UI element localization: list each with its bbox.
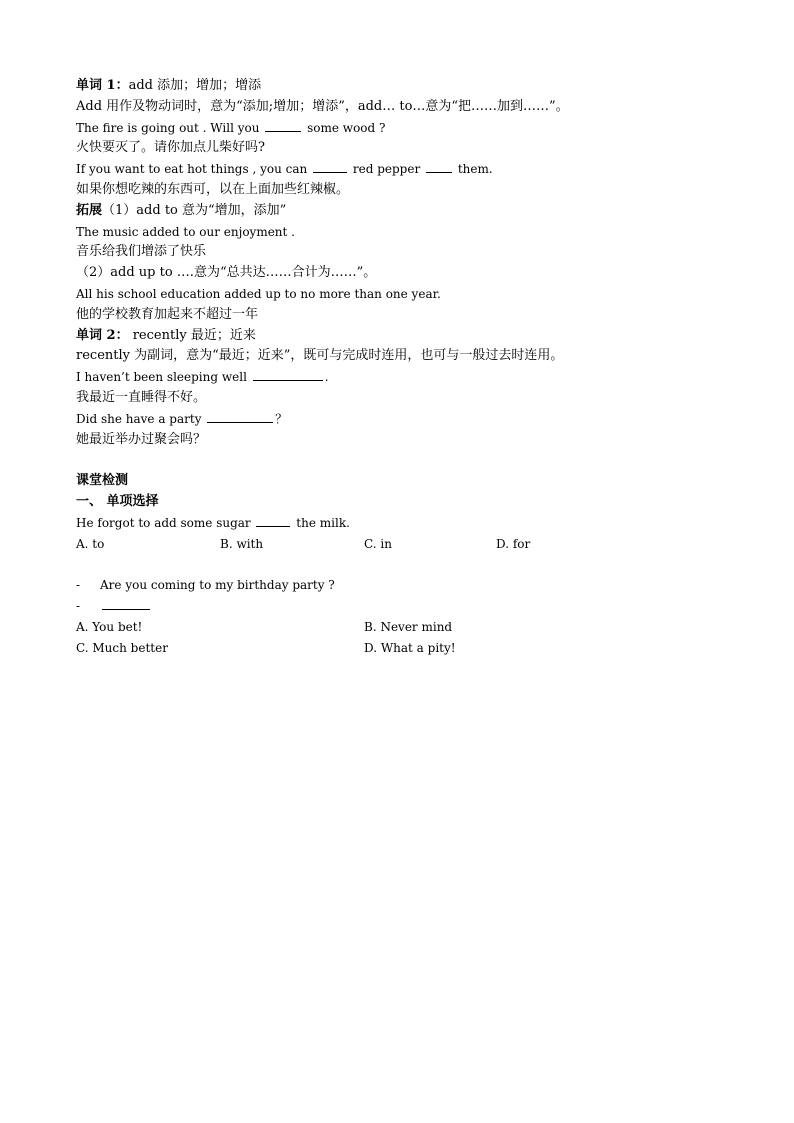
question-2-options-row-2 [76,638,716,659]
word2-example1-part-a: I haven’t been sleeping well [76,370,251,385]
extension-1-translation: 音乐给我们增添了快乐 [76,244,207,260]
question-1 [76,513,716,534]
word1-example1 [76,118,716,139]
word1-example1-part-b: some wood ? [303,120,386,135]
word2-example2-part-a: Did she have a party [76,411,206,426]
question-1-part-b: the milk. [292,515,350,530]
word1-example2 [76,159,716,180]
question-1-options [76,534,716,555]
word1-example1-translation: 火快要灭了。请你加点儿柴好吗? [76,140,265,156]
option-c[interactable]: C. Much better [76,640,168,655]
extension-1-text: （1）add to 意为“增加，添加” [102,202,287,218]
option-a[interactable]: A. to [76,536,105,551]
option-c[interactable]: C. in [364,536,392,551]
question-2-prompt [76,575,716,596]
document-page [76,76,716,658]
extension-1-example: The music added to our enjoyment . [76,224,295,239]
word2-heading-text: recently 最近；近来 [128,327,256,343]
extension-2-example: All his school education added up to no more than one year. [76,286,441,301]
section-subtitle: 一、 单项选择 [76,493,159,509]
fill-blank[interactable] [265,119,301,132]
word1-heading-label: 单词 1： [76,78,129,93]
option-b[interactable]: B. with [220,536,264,551]
word1-example1-part-a: The fire is going out . Will you [76,120,264,135]
question-2-options-row-1 [76,617,716,638]
word1-example2-part-a: If you want to eat hot things , you can [76,162,312,177]
word2-usage: recently 为副词，意为“最近；近来”，既可与完成时连用，也可与一般过去时连用。 [76,348,564,364]
extension-2-translation: 他的学校教育加起来不超过一年 [76,306,259,322]
fill-blank[interactable] [426,160,452,173]
word1-example2-part-b: red pepper [349,162,424,177]
word2-example1-translation: 我最近一直睡得不好。 [76,389,207,405]
spacer [76,450,716,471]
fill-blank[interactable] [313,160,347,173]
option-b[interactable]: B. Never mind [364,619,453,634]
fill-blank[interactable] [256,514,290,527]
question-2-response [76,596,716,617]
extension-1 [76,201,716,222]
word2-example2 [76,409,716,430]
word1-heading [76,76,716,97]
dialogue-dash: - [76,598,81,613]
fill-blank[interactable] [207,410,273,423]
word2-example2-translation: 她最近举办过聚会吗？ [76,431,207,447]
word2-example2-part-b: ？ [275,411,288,426]
word2-heading [76,326,716,347]
question-1-part-a: He forgot to add some sugar [76,515,255,530]
fill-blank[interactable] [253,368,323,381]
word2-example1 [76,367,716,388]
word1-example2-translation: 如果你想吃辣的东西可，以在上面加些红辣椒。 [76,181,350,197]
dialogue-dash: - [76,578,81,593]
option-d[interactable]: D. What a pity! [364,640,456,655]
word2-heading-label: 单词 2： [76,327,129,343]
question-2-text: Are you coming to my birthday party ? [100,578,335,593]
option-d[interactable]: D. for [496,536,531,551]
extension-2: （2）add up to ….意为“总共达……合计为……”。 [76,265,377,281]
option-a[interactable]: A. You bet! [76,619,143,634]
word1-usage: Add 用作及物动词时，意为“添加;增加；增添”，add… to…意为“把……加到……”。 [76,98,569,114]
word1-heading-text: add 添加；增加；增添 [128,78,262,93]
word1-example2-part-c: them. [454,162,493,177]
fill-blank[interactable] [102,597,150,610]
section-title: 课堂检测 [76,473,129,489]
spacer [76,554,716,575]
word2-example1-part-b: . [324,370,329,385]
extension-label: 拓展 [76,202,103,218]
